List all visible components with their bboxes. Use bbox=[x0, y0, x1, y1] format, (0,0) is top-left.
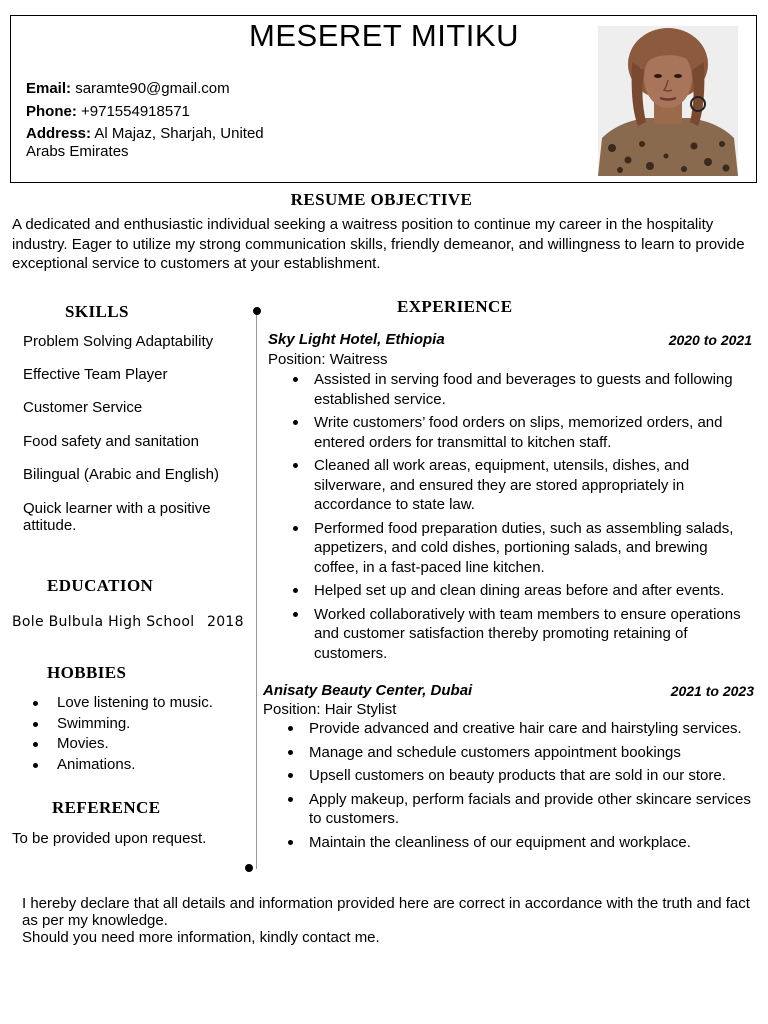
skill-item: Food safety and sanitation bbox=[23, 433, 199, 450]
hobby-item: Love listening to music. bbox=[33, 693, 213, 714]
candidate-name: MESERET MITIKU bbox=[249, 18, 519, 53]
job-employer: Anisaty Beauty Center, Dubai bbox=[263, 682, 473, 699]
job-dates: 2021 to 2023 bbox=[670, 683, 754, 699]
job-employer: Sky Light Hotel, Ethiopia bbox=[268, 331, 445, 348]
job-duties-list bbox=[309, 719, 759, 856]
skill-item: Bilingual (Arabic and English) bbox=[23, 466, 219, 483]
phone-value: +971554918571 bbox=[81, 103, 190, 120]
objective-text: A dedicated and enthusiastic individual seeking a waitress position to continue my career in the hospitality industry. Eager to utilize my strong communication skills, friendly demeanor, and willingness to learn to provide exceptional service to customers at your establishment. bbox=[12, 216, 745, 272]
phone-line bbox=[26, 103, 190, 121]
objective-heading: RESUME OBJECTIVE bbox=[290, 190, 473, 209]
email-label: Email: bbox=[26, 80, 72, 97]
reference-heading: REFERENCE bbox=[52, 798, 161, 817]
duty-item: Assisted in serving food and beverages to guests and following established service. bbox=[314, 370, 754, 409]
skill-item: Quick learner with a positive attitude. bbox=[23, 500, 211, 534]
declaration bbox=[22, 895, 752, 946]
duty-item: Helped set up and clean dining areas before and after events. bbox=[314, 581, 754, 601]
education-school: Bole Bulbula High School bbox=[12, 614, 195, 630]
hobby-item: Swimming. bbox=[33, 714, 213, 735]
address-value-line2: Arabs Emirates bbox=[26, 143, 129, 160]
duty-item: Write customers’ food orders on slips, memorized orders, and entered orders for transmittal to kitchen staff. bbox=[314, 413, 754, 452]
duty-item: Performed food preparation duties, such as assembling salads, appetizers, and cold dishes, portioning salads, and brewing coffee, in a fast-paced line kitchen. bbox=[314, 519, 754, 578]
hobbies-heading: HOBBIES bbox=[47, 663, 127, 682]
duty-item: Maintain the cleanliness of our equipment and workplace. bbox=[309, 833, 759, 853]
reference-text: To be provided upon request. bbox=[12, 830, 207, 847]
education-year: 2018 bbox=[207, 614, 244, 630]
skill-item: Customer Service bbox=[23, 399, 143, 416]
phone-label: Phone: bbox=[26, 103, 77, 120]
declaration-statement: I hereby declare that all details and information provided here are correct in accordance with the truth and fact as per my knowledge. bbox=[22, 895, 750, 929]
column-divider bbox=[256, 311, 257, 869]
email-line bbox=[26, 80, 230, 98]
address-value-line1: Al Majaz, Sharjah, United bbox=[94, 125, 264, 142]
divider-bottom-dot bbox=[245, 864, 253, 872]
education-entry bbox=[12, 614, 244, 630]
skill-item: Effective Team Player bbox=[23, 366, 168, 383]
skills-heading: SKILLS bbox=[65, 302, 129, 321]
duty-item: Worked collaboratively with team members to ensure operations and customer satisfaction thereby promoting retaining of customers. bbox=[314, 605, 754, 664]
skill-item: Problem Solving Adaptability bbox=[23, 333, 214, 350]
duty-item: Cleaned all work areas, equipment, utensils, dishes, and silverware, and ensured they are stored appropriately in accordance to state law. bbox=[314, 456, 754, 515]
job-dates: 2020 to 2021 bbox=[668, 332, 752, 348]
hobby-item: Animations. bbox=[33, 755, 213, 776]
duty-item: Apply makeup, perform facials and provide other skincare services to customers. bbox=[309, 790, 759, 829]
address-line bbox=[26, 125, 264, 161]
profile-photo bbox=[598, 26, 738, 176]
declaration-contact: Should you need more information, kindly contact me. bbox=[22, 929, 380, 946]
job-duties-list bbox=[314, 370, 754, 667]
divider-top-dot bbox=[253, 307, 261, 315]
duty-item: Upsell customers on beauty products that are sold in our store. bbox=[309, 766, 759, 786]
duty-item: Provide advanced and creative hair care and hairstyling services. bbox=[309, 719, 759, 739]
job-position: Position: Waitress bbox=[268, 351, 388, 368]
education-heading: EDUCATION bbox=[47, 576, 154, 595]
duty-item: Manage and schedule customers appointment bookings bbox=[309, 743, 759, 763]
hobbies-list bbox=[33, 693, 213, 775]
job-position: Position: Hair Stylist bbox=[263, 701, 397, 718]
hobby-item: Movies. bbox=[33, 734, 213, 755]
address-label: Address: bbox=[26, 125, 92, 142]
experience-heading: EXPERIENCE bbox=[397, 297, 513, 316]
email-value: saramte90@gmail.com bbox=[75, 80, 230, 97]
